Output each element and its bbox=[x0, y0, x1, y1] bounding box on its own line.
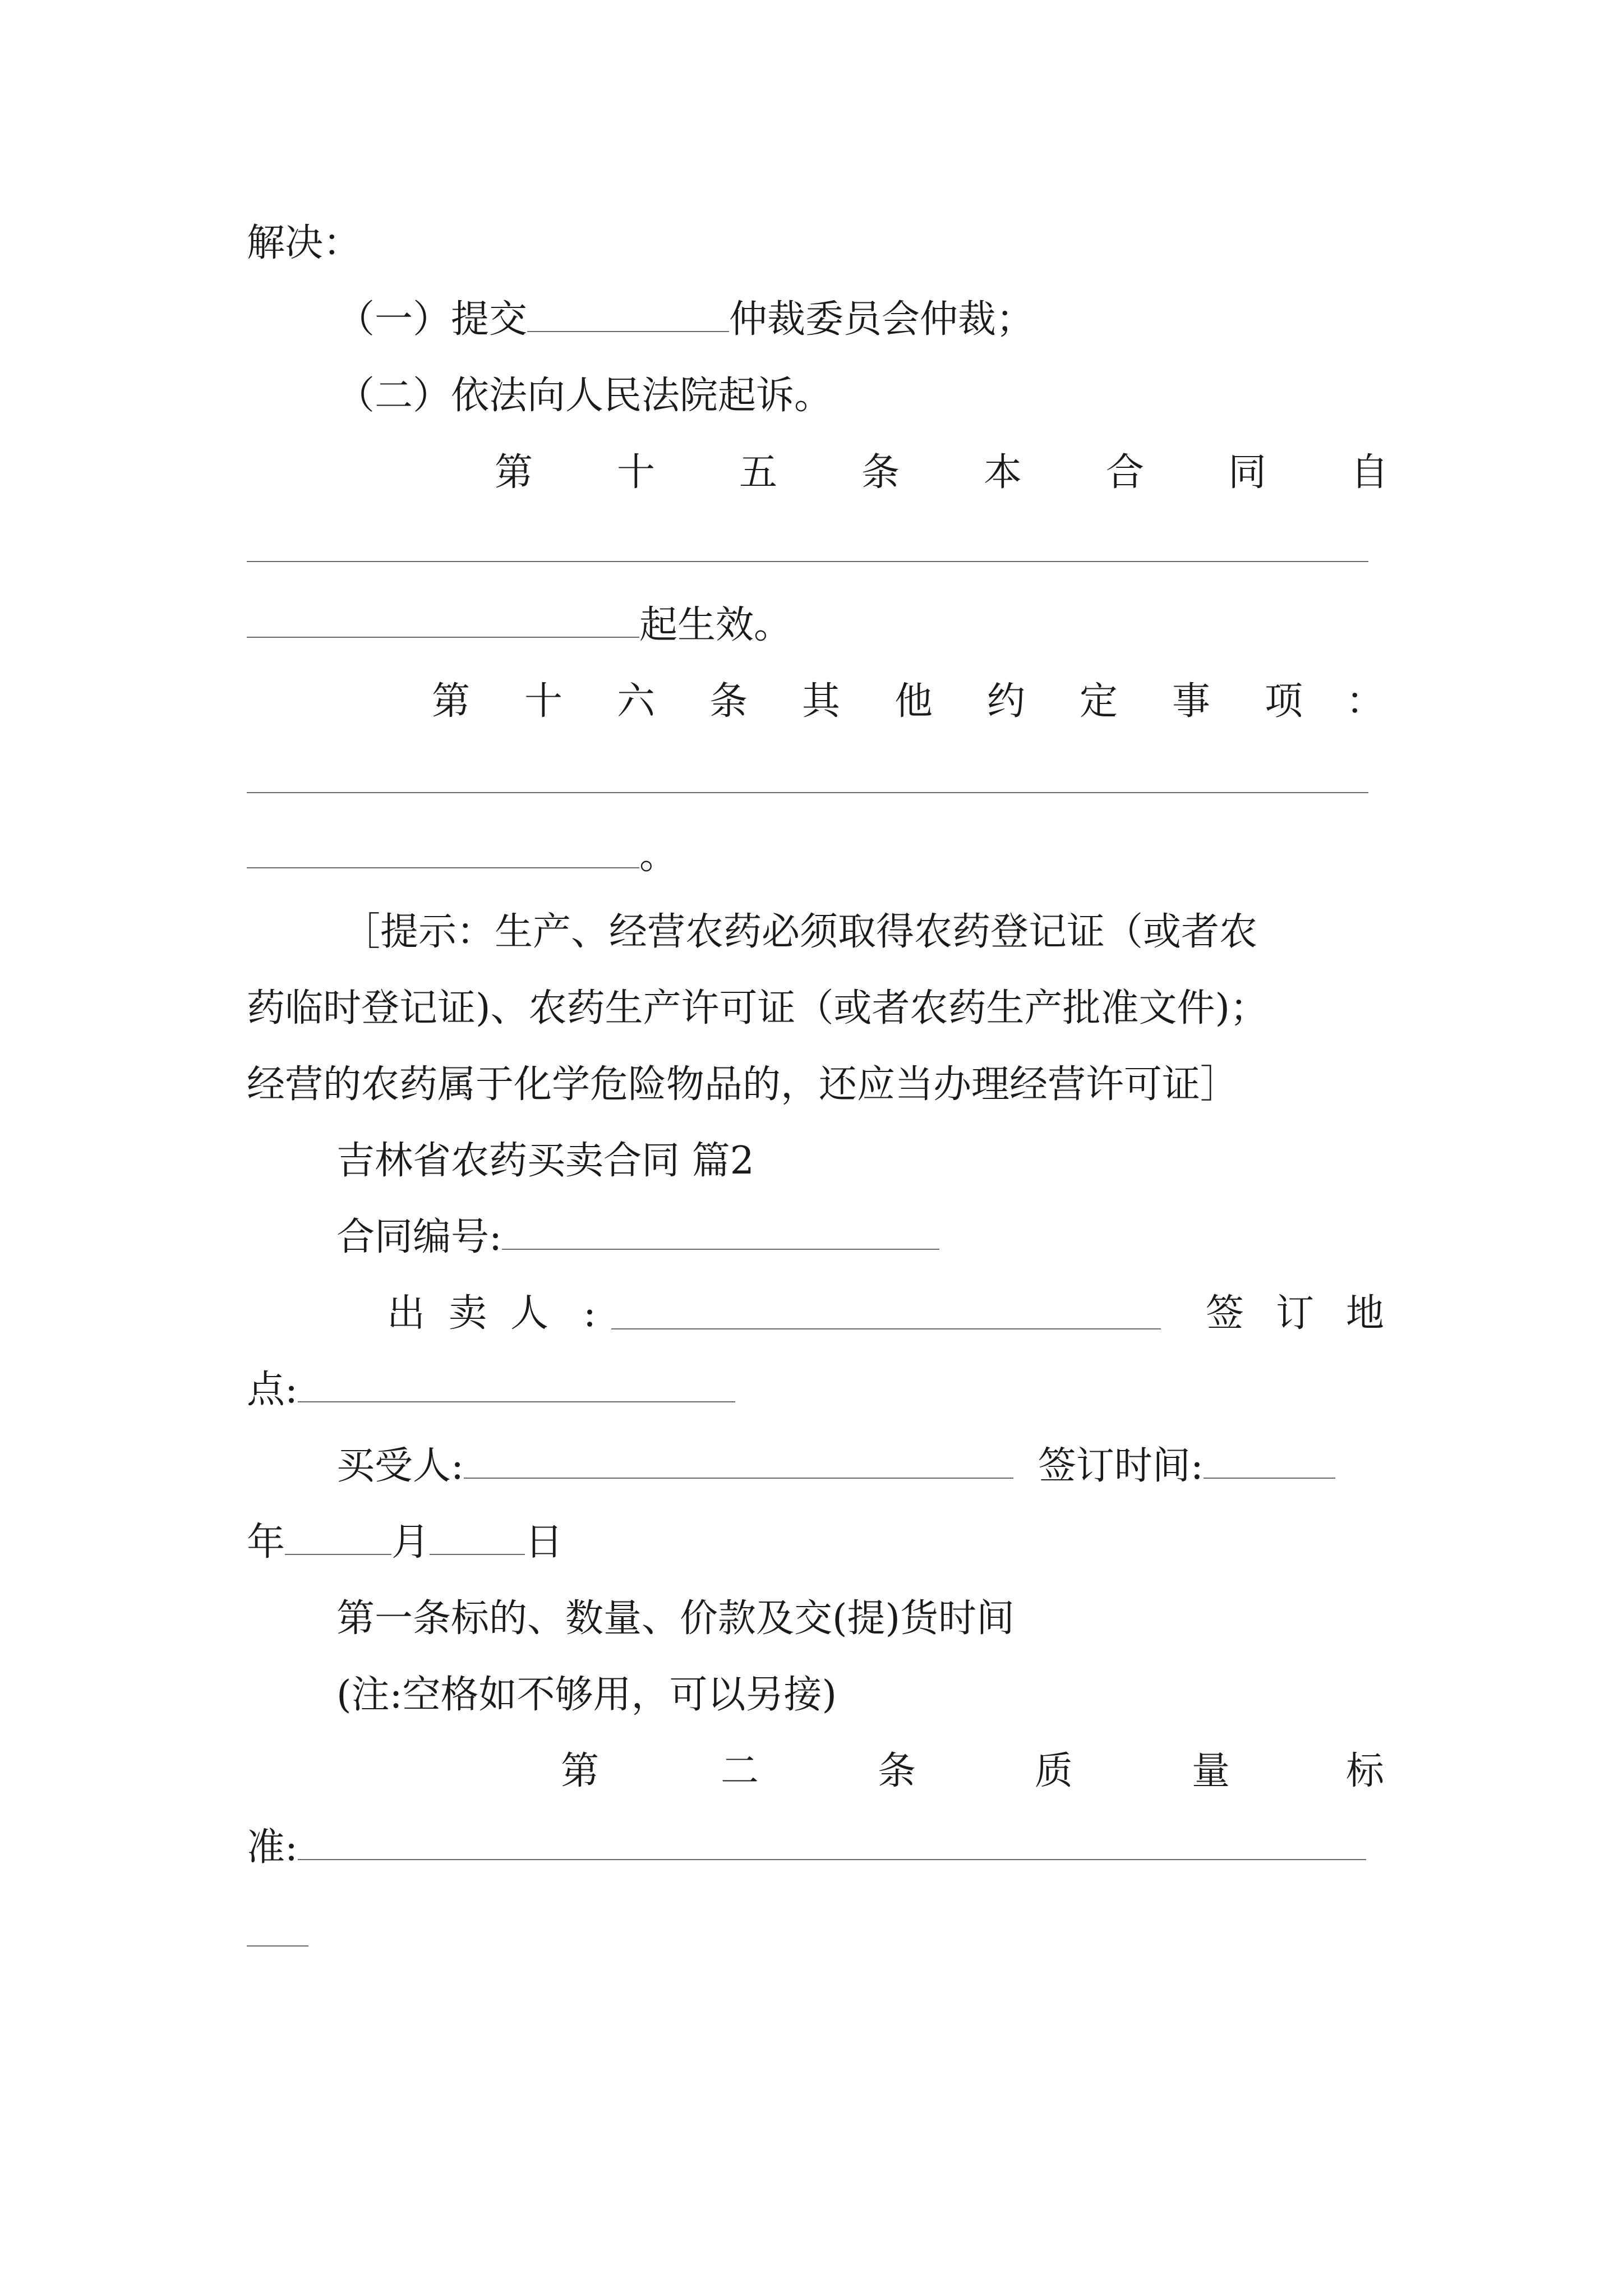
tip-line-3 bbox=[247, 1057, 1238, 1113]
sign-time-field[interactable] bbox=[1204, 1444, 1335, 1479]
tip-line-1 bbox=[342, 904, 1257, 960]
text: 吉林省农药买卖合同 篇2 bbox=[336, 1139, 754, 1183]
note-line bbox=[336, 1667, 837, 1723]
blank-field[interactable] bbox=[247, 603, 639, 638]
char: 其 bbox=[802, 679, 841, 724]
char: 条 bbox=[709, 679, 748, 724]
char: 第 bbox=[495, 450, 533, 495]
article-1 bbox=[336, 1591, 1015, 1647]
sign-place-label: 点: bbox=[247, 1368, 298, 1412]
char: 五 bbox=[739, 450, 778, 495]
char: 六 bbox=[617, 679, 656, 724]
month-label: 月 bbox=[391, 1520, 430, 1565]
blank-line[interactable] bbox=[247, 1945, 308, 1947]
char: 质 bbox=[1035, 1749, 1073, 1793]
text: (注:空格如不够用，可以另接) bbox=[336, 1673, 837, 1717]
blank-line[interactable] bbox=[247, 561, 1368, 562]
char: 合 bbox=[1106, 450, 1145, 495]
char: 二 bbox=[721, 1749, 759, 1793]
text: 仲裁委员会仲裁； bbox=[729, 297, 1035, 342]
sign-place-line bbox=[247, 1362, 735, 1418]
clause-litigation bbox=[336, 368, 832, 424]
char: 地 bbox=[1346, 1291, 1385, 1336]
text: 经营的农药属于化学危险物品的，还应当办理经营许可证］ bbox=[247, 1062, 1239, 1107]
text: 第一条标的、数量、价款及交(提)货时间 bbox=[336, 1596, 1015, 1641]
char: 标 bbox=[1346, 1749, 1385, 1793]
char: 同 bbox=[1228, 450, 1267, 495]
char: 定 bbox=[1080, 679, 1118, 724]
text: ［提示：生产、经营农药必须取得农药登记证（或者农 bbox=[342, 910, 1258, 954]
day-field[interactable] bbox=[430, 1520, 525, 1555]
day-label: 日 bbox=[525, 1520, 564, 1565]
article-15-heading bbox=[0, 445, 1623, 501]
char: 卖 bbox=[449, 1291, 487, 1336]
quality-standard-line bbox=[247, 1820, 1366, 1876]
blank-line[interactable] bbox=[247, 792, 1368, 793]
text: 起生效。 bbox=[639, 603, 792, 647]
char: 条 bbox=[861, 450, 900, 495]
char: 订 bbox=[1276, 1291, 1315, 1336]
sign-place-field[interactable] bbox=[298, 1368, 735, 1402]
tip-line-2 bbox=[247, 981, 1268, 1037]
char: 出 bbox=[387, 1291, 426, 1336]
clause-arbitration bbox=[336, 292, 1034, 348]
month-field[interactable] bbox=[285, 1520, 391, 1555]
char: 十 bbox=[524, 679, 563, 724]
char: 签 bbox=[1206, 1291, 1244, 1336]
buyer-label: 买受人: bbox=[336, 1444, 464, 1488]
char: 事 bbox=[1172, 679, 1211, 724]
text: 解决： bbox=[247, 221, 362, 265]
year-label: 年 bbox=[247, 1520, 285, 1565]
effective-line bbox=[247, 597, 792, 654]
char: 量 bbox=[1192, 1749, 1230, 1793]
blank-field[interactable] bbox=[247, 834, 639, 868]
quality-standard-label: 准: bbox=[247, 1825, 298, 1870]
buyer-field[interactable] bbox=[464, 1444, 1013, 1479]
char: 条 bbox=[878, 1749, 916, 1793]
text: 药临时登记证)、农药生产许可证（或者农药生产批准文件)； bbox=[247, 986, 1269, 1030]
seller-line bbox=[0, 1286, 1623, 1342]
char: 第 bbox=[432, 679, 471, 724]
char: 他 bbox=[895, 679, 933, 724]
text-line bbox=[247, 215, 361, 272]
text: 。 bbox=[639, 834, 678, 878]
section-title bbox=[336, 1133, 754, 1189]
other-matters-line bbox=[247, 828, 677, 884]
contract-number-line bbox=[336, 1209, 939, 1266]
char: 本 bbox=[984, 450, 1022, 495]
char: 自 bbox=[1350, 450, 1389, 495]
text: （一）提交 bbox=[336, 297, 528, 342]
article-16-heading bbox=[0, 674, 1623, 730]
char: 约 bbox=[987, 679, 1026, 724]
article-2-heading bbox=[0, 1743, 1623, 1800]
seller-underline[interactable] bbox=[611, 1328, 1161, 1329]
buyer-line bbox=[336, 1438, 1335, 1494]
blank-field[interactable] bbox=[527, 297, 729, 332]
char: 项 bbox=[1265, 679, 1303, 724]
char: ： bbox=[1346, 679, 1385, 724]
char: 十 bbox=[617, 450, 656, 495]
date-line bbox=[247, 1515, 563, 1571]
char: 人 bbox=[510, 1291, 549, 1336]
char: 第 bbox=[561, 1749, 600, 1793]
sign-time-label: 签订时间: bbox=[1038, 1444, 1204, 1488]
contract-number-label: 合同编号: bbox=[336, 1215, 502, 1259]
quality-standard-field[interactable] bbox=[298, 1825, 1366, 1860]
text: （二）依法向人民法院起诉。 bbox=[336, 374, 833, 418]
contract-number-field[interactable] bbox=[502, 1215, 939, 1250]
char: : bbox=[583, 1291, 596, 1336]
